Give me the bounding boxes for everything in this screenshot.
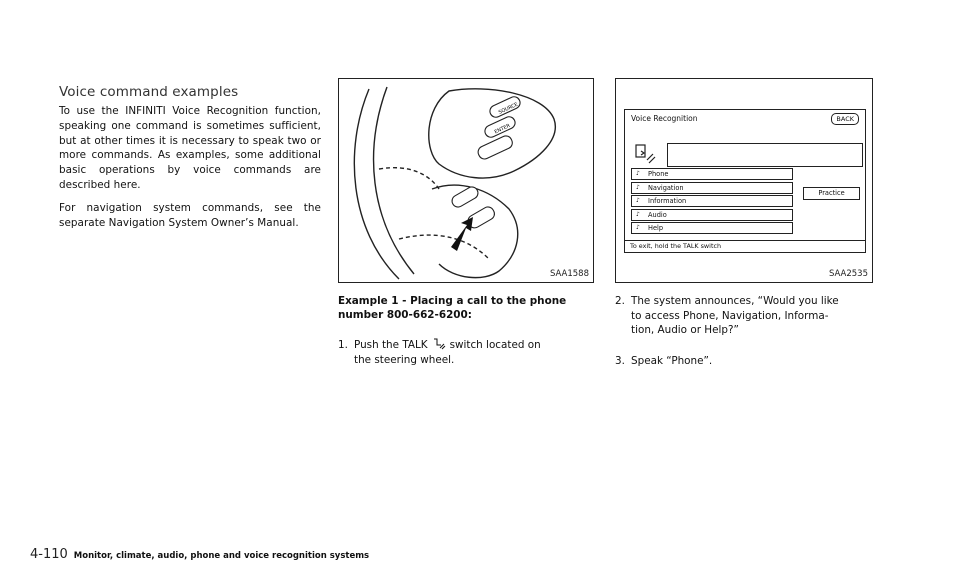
example-title: Example 1 - Placing a call to the phone number 800-662-6200: [338, 295, 567, 321]
voice-icon: ♪ [636, 197, 640, 204]
step-2 [615, 294, 870, 338]
intro-paragraph: To use the INFINITI Voice Recognition function, speaking one command is sometimes sufficient, but at other times it is necessary to speak two or more commands. As examples, some additional basic operations by voice commands are described here. [59, 105, 321, 191]
voice-icon: ♪ [636, 210, 640, 218]
step-1 [338, 338, 593, 367]
menu-item-information[interactable]: ♪ Information [631, 195, 793, 207]
figure-code: SAA1588 [549, 269, 589, 279]
voice-menu [631, 168, 793, 236]
step-number: 3. [615, 355, 625, 367]
screen-title: Voice Recognition [631, 114, 698, 123]
step-text: The system announces, “Would you like [631, 295, 839, 307]
step-text: Speak “Phone”. [631, 355, 713, 367]
practice-button[interactable]: Practice [803, 187, 860, 200]
step-number: 1. [338, 339, 348, 351]
section-heading: Voice command examples [59, 84, 239, 100]
recognition-text-box [667, 143, 863, 167]
steering-wheel-figure [338, 78, 594, 283]
back-button[interactable]: BACK [831, 113, 859, 125]
step-3 [615, 354, 870, 369]
page-footer [30, 547, 369, 562]
talk-switch-icon [432, 338, 446, 350]
step-text-line3: tion, Audio or Help?” [631, 324, 739, 336]
step-text: Push the TALK [354, 339, 428, 351]
enter-button-label: ENTER [493, 122, 512, 136]
screen-footer: To exit, hold the TALK switch [625, 240, 865, 252]
step-number: 2. [615, 295, 625, 307]
menu-item-audio[interactable]: ♪ Audio [631, 209, 793, 221]
voice-recognition-screen-figure [615, 78, 873, 283]
menu-item-phone[interactable]: ♪ Phone [631, 168, 793, 180]
page-number: 4-110 [30, 547, 68, 562]
pointer-arrow-icon [451, 217, 473, 251]
voice-mic-icon [633, 142, 657, 166]
figure-code: SAA2535 [828, 269, 868, 279]
voice-icon: ♪ [636, 170, 640, 177]
source-button-label: SOURCE [497, 101, 520, 116]
step-text-line2: to access Phone, Navigation, Informa- [631, 309, 829, 322]
menu-item-navigation[interactable]: ♪ Navigation [631, 182, 793, 194]
steering-wheel-illustration [339, 79, 593, 282]
voice-recognition-screen [624, 109, 866, 253]
step-text-cont: switch located on [449, 339, 541, 351]
navigation-note-paragraph: For navigation system commands, see the separate Navigation System Owner’s Manual. [59, 202, 321, 229]
voice-icon: ♪ [636, 224, 640, 231]
menu-item-help[interactable]: ♪ Help [631, 222, 793, 234]
voice-icon: ♪ [636, 183, 640, 191]
step-text-line2: the steering wheel. [354, 353, 455, 366]
section-title: Monitor, climate, audio, phone and voice recognition systems [73, 551, 370, 561]
